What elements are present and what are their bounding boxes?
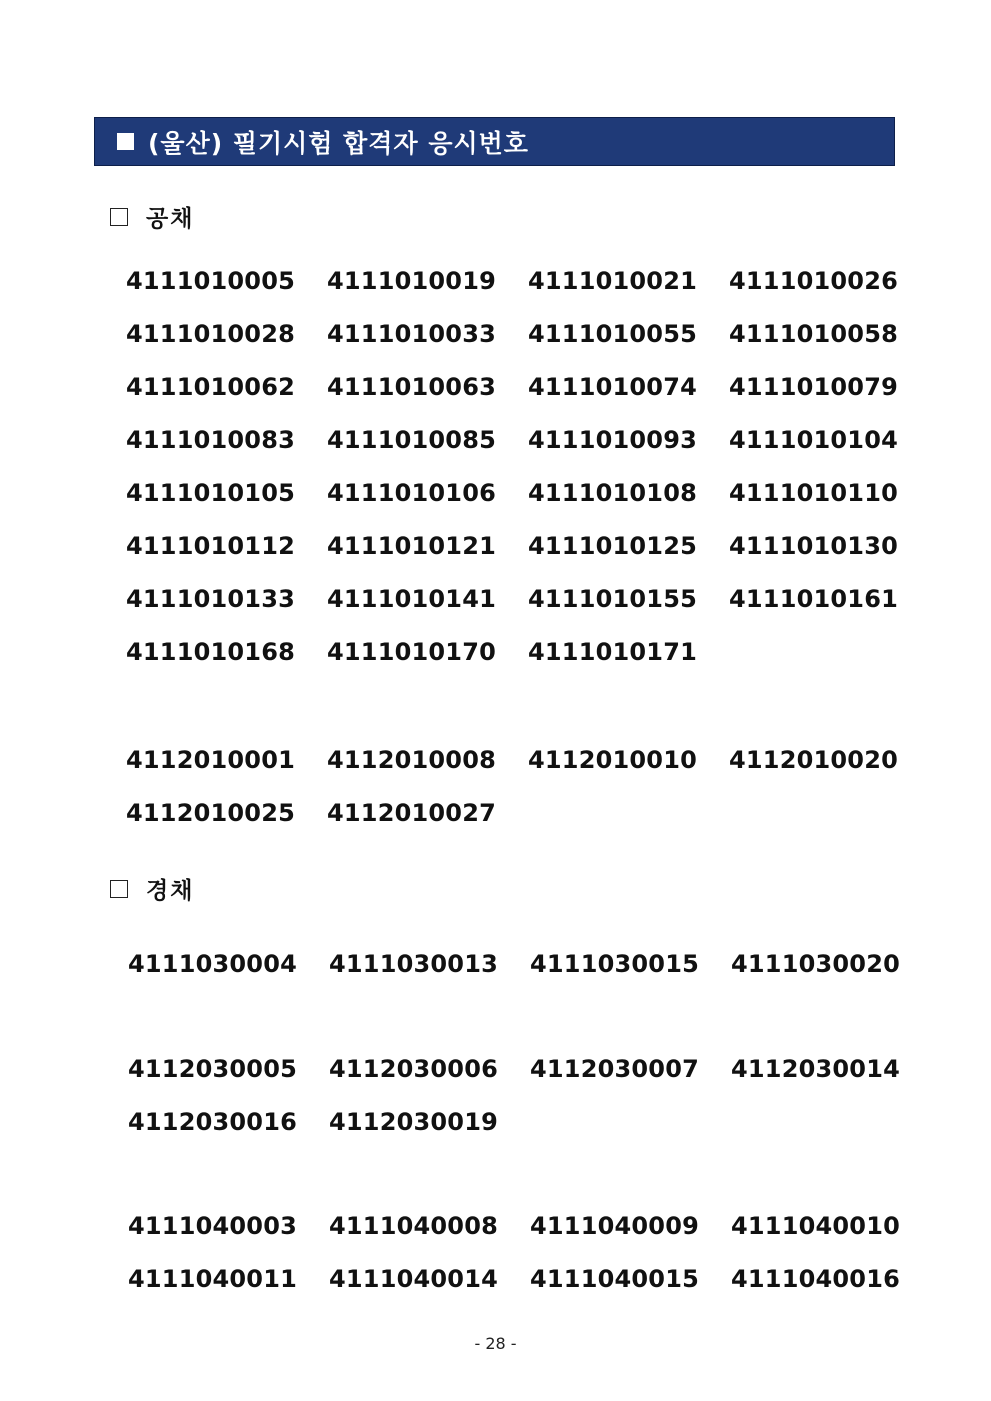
applicant-number: 4112030006 bbox=[329, 1055, 498, 1083]
applicant-number: 4112030014 bbox=[731, 1055, 900, 1083]
applicant-number: 4111010021 bbox=[528, 267, 697, 295]
number-group bbox=[126, 745, 930, 851]
applicant-number: 4111010110 bbox=[729, 479, 898, 507]
applicant-number: 4111010168 bbox=[126, 638, 295, 666]
applicant-number: 4111030004 bbox=[128, 950, 297, 978]
checkbox-square-icon bbox=[110, 208, 128, 226]
section-heading-gyeongchae bbox=[110, 872, 194, 905]
applicant-number: 4111040009 bbox=[530, 1212, 699, 1240]
applicant-number: 4111010062 bbox=[126, 373, 295, 401]
applicant-number: 4112010027 bbox=[327, 799, 496, 827]
checkbox-square-icon bbox=[110, 880, 128, 898]
number-group bbox=[126, 266, 930, 690]
applicant-number: 4112010020 bbox=[729, 746, 898, 774]
square-bullet-icon bbox=[117, 133, 134, 150]
applicant-number: 4111010121 bbox=[327, 532, 496, 560]
applicant-number: 4111010106 bbox=[327, 479, 496, 507]
page-number: - 28 - bbox=[474, 1334, 517, 1353]
applicant-number: 4111010058 bbox=[729, 320, 898, 348]
applicant-number: 4112010008 bbox=[327, 746, 496, 774]
applicant-number: 4112030019 bbox=[329, 1108, 498, 1136]
applicant-number: 4112030016 bbox=[128, 1108, 297, 1136]
applicant-number: 4111030013 bbox=[329, 950, 498, 978]
applicant-number: 4111030020 bbox=[731, 950, 900, 978]
applicant-number: 4111010105 bbox=[126, 479, 295, 507]
applicant-number: 4111010104 bbox=[729, 426, 898, 454]
applicant-number: 4111010019 bbox=[327, 267, 496, 295]
applicant-number: 4112010025 bbox=[126, 799, 295, 827]
applicant-number: 4112030007 bbox=[530, 1055, 699, 1083]
applicant-number: 4111010055 bbox=[528, 320, 697, 348]
applicant-number: 4111010170 bbox=[327, 638, 496, 666]
applicant-number: 4111040008 bbox=[329, 1212, 498, 1240]
applicant-number: 4111010005 bbox=[126, 267, 295, 295]
applicant-number: 4111040010 bbox=[731, 1212, 900, 1240]
applicant-number: 4111010161 bbox=[729, 585, 898, 613]
applicant-number: 4111040011 bbox=[128, 1265, 297, 1293]
section-label: 공채 bbox=[146, 206, 195, 232]
number-group bbox=[128, 949, 932, 1002]
applicant-number: 4111010133 bbox=[126, 585, 295, 613]
applicant-number: 4111010155 bbox=[528, 585, 697, 613]
applicant-number: 4112010010 bbox=[528, 746, 697, 774]
applicant-number: 4112010001 bbox=[126, 746, 295, 774]
applicant-number: 4111010033 bbox=[327, 320, 496, 348]
applicant-number: 4111010026 bbox=[729, 267, 898, 295]
applicant-number: 4111010141 bbox=[327, 585, 496, 613]
number-group bbox=[128, 1211, 932, 1317]
applicant-number: 4111040016 bbox=[731, 1265, 900, 1293]
applicant-number: 4111010028 bbox=[126, 320, 295, 348]
applicant-number: 4111010112 bbox=[126, 532, 295, 560]
applicant-number: 4111010074 bbox=[528, 373, 697, 401]
applicant-number: 4111010093 bbox=[528, 426, 697, 454]
number-group bbox=[128, 1054, 932, 1160]
section-label: 경채 bbox=[146, 878, 195, 904]
applicant-number: 4111010083 bbox=[126, 426, 295, 454]
applicant-number: 4111010108 bbox=[528, 479, 697, 507]
applicant-number: 4111010079 bbox=[729, 373, 898, 401]
applicant-number: 4111040015 bbox=[530, 1265, 699, 1293]
page-title: (울산) 필기시험 합격자 응시번호 bbox=[148, 128, 529, 158]
applicant-number: 4111010171 bbox=[528, 638, 697, 666]
applicant-number: 4111010130 bbox=[729, 532, 898, 560]
page-title-bar bbox=[94, 117, 895, 166]
applicant-number: 4111010085 bbox=[327, 426, 496, 454]
applicant-number: 4111010125 bbox=[528, 532, 697, 560]
applicant-number: 4111040014 bbox=[329, 1265, 498, 1293]
applicant-number: 4111030015 bbox=[530, 950, 699, 978]
applicant-number: 4112030005 bbox=[128, 1055, 297, 1083]
applicant-number: 4111040003 bbox=[128, 1212, 297, 1240]
applicant-number: 4111010063 bbox=[327, 373, 496, 401]
section-heading-gongchae bbox=[110, 200, 194, 233]
